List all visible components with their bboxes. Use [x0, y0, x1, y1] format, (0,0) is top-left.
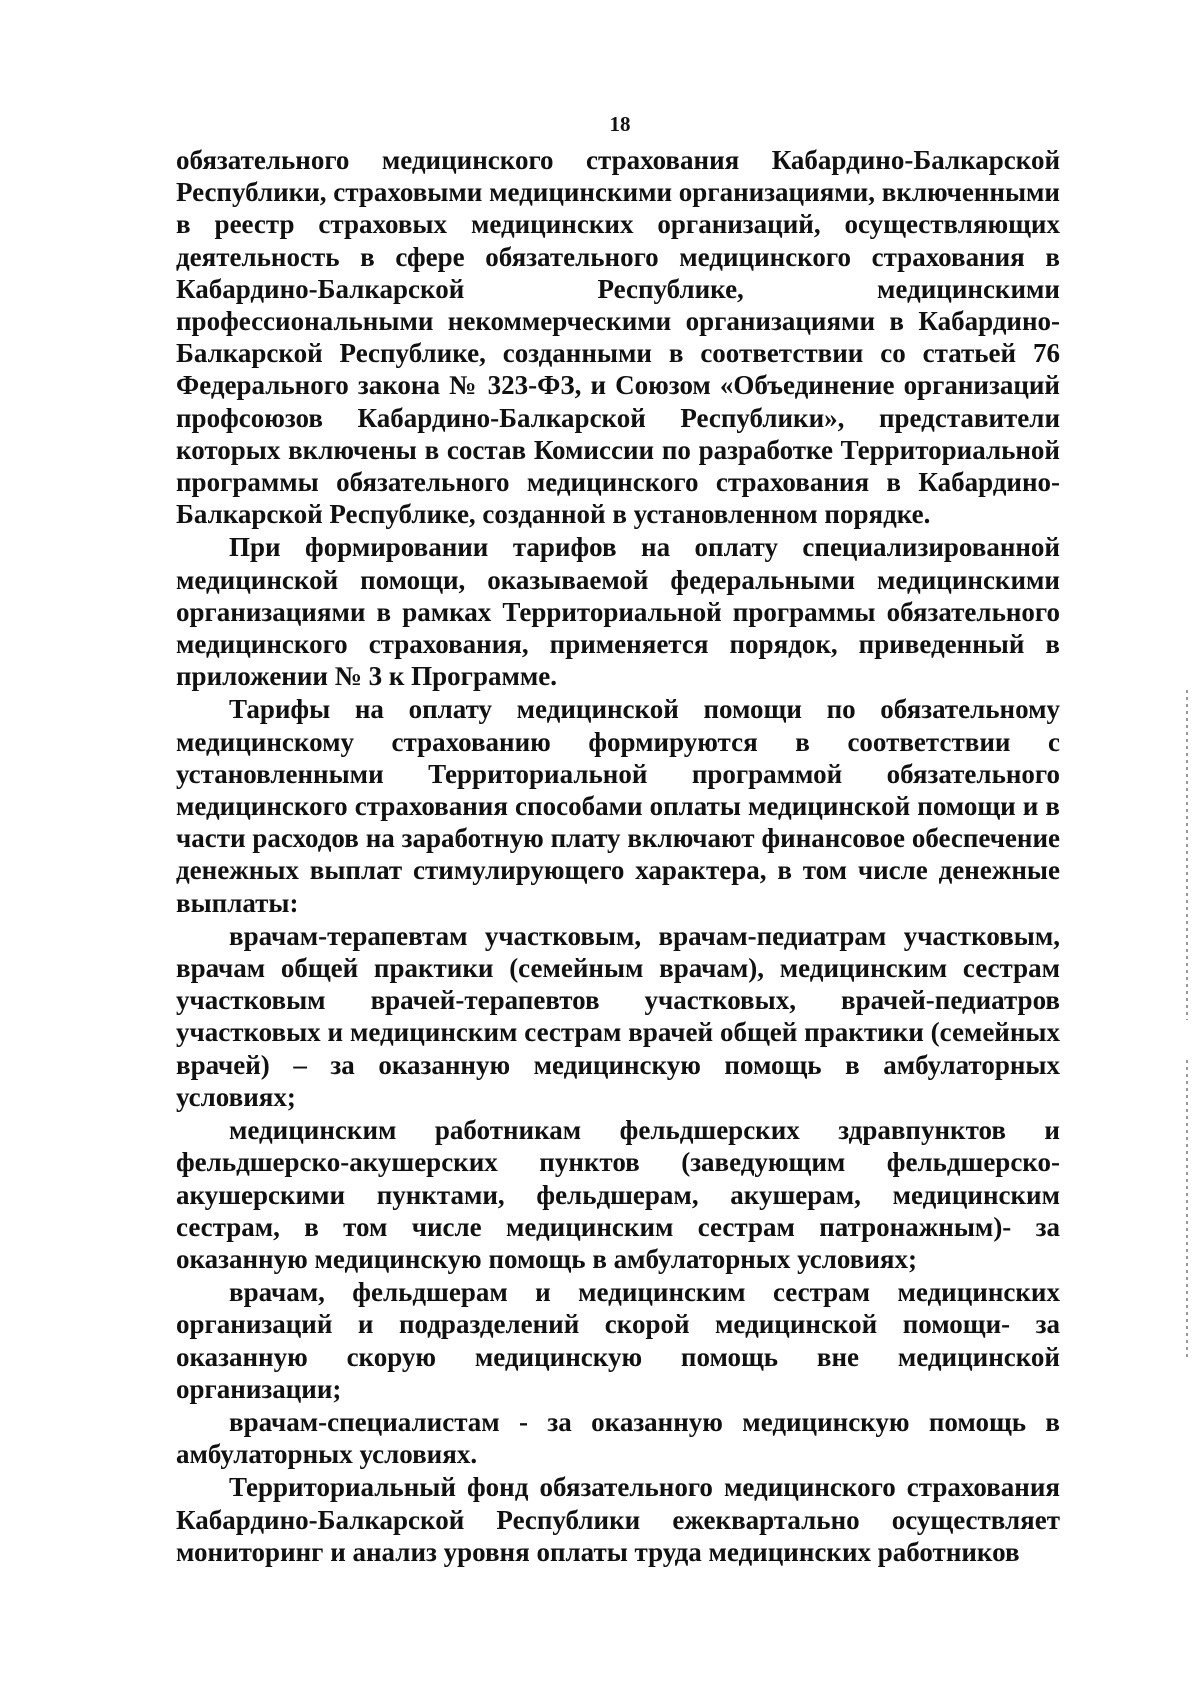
- scan-edge-mark: [1186, 690, 1188, 1020]
- paragraph-payments-feldsher: медицинским работникам фельдшерских здравпунктов и фельдшерско-акушерских пунктов (заведующим фельдшерско-акушерскими пунктами, фельдшерам, акушерам, медицинским сестрам, в том числе медицинским сестрам патронажным)- за оказанную медицинскую помощь в амбулаторных условиях;: [176, 1115, 1060, 1274]
- paragraph-tariff-formation: При формировании тарифов на оплату специализированной медицинской помощи, оказываемой федеральными медицинскими организациями в рамках Территориальной программы обязательного медицинского страхования, применяется порядок, приведенный в приложении № 3 к Программе.: [176, 532, 1060, 692]
- paragraph-continued: обязательного медицинского страхования Кабардино-Балкарской Республики, страховыми медицинскими организациями, включенными в реестр страховых медицинских организаций, осуществляющих деятельность в сфере обязательного медицинского страхования в Кабардино-Балкарской Республике, медицинскими профессиональными некоммерческими организациями в Кабардино-Балкарской Республике, созданными в соответствии со статьей 76 Федерального закона № 323-ФЗ, и Союзом «Объединение организаций профсоюзов Кабардино-Балкарской Республики», представители которых включены в состав Комиссии по разработке Территориальной программы обязательного медицинского страхования в Кабардино-Балкарской Республике, созданной в установленном порядке.: [176, 145, 1060, 530]
- paragraph-payments-therapists: врачам-терапевтам участковым, врачам-педиатрам участковым, врачам общей практики (семейным врачам), медицинским сестрам участковым врачей-терапевтов участковых, врачей-педиатров участковых и медицинским сестрам врачей общей практики (семейных врачей) – за оказанную медицинскую помощь в амбулаторных условиях;: [176, 920, 1060, 1112]
- paragraph-payments-specialists: врачам-специалистам - за оказанную медицинскую помощь в амбулаторных условиях.: [176, 1406, 1060, 1470]
- paragraph-payments-emergency: врачам, фельдшерам и медицинским сестрам медицинских организаций и подразделений скорой медицинской помощи- за оказанную скорую медицинскую помощь вне медицинской организации;: [176, 1277, 1060, 1404]
- paragraph-tariffs-oms: Тарифы на оплату медицинской помощи по обязательному медицинскому страхованию формируются в соответствии с установленными Территориальной программой обязательного медицинского страхования способами оплаты медицинской помощи и в части расходов на заработную плату включают финансовое обеспечение денежных выплат стимулирующего характера, в том числе денежные выплаты:: [176, 694, 1060, 918]
- document-body: [176, 144, 1060, 1569]
- scan-edge-mark: [1186, 1060, 1188, 1360]
- page-number: 18: [609, 112, 631, 136]
- paragraph-monitoring: Территориальный фонд обязательного медицинского страхования Кабардино-Балкарской Республики ежеквартально осуществляет мониторинг и анализ уровня оплаты труда медицинских работников: [176, 1472, 1060, 1567]
